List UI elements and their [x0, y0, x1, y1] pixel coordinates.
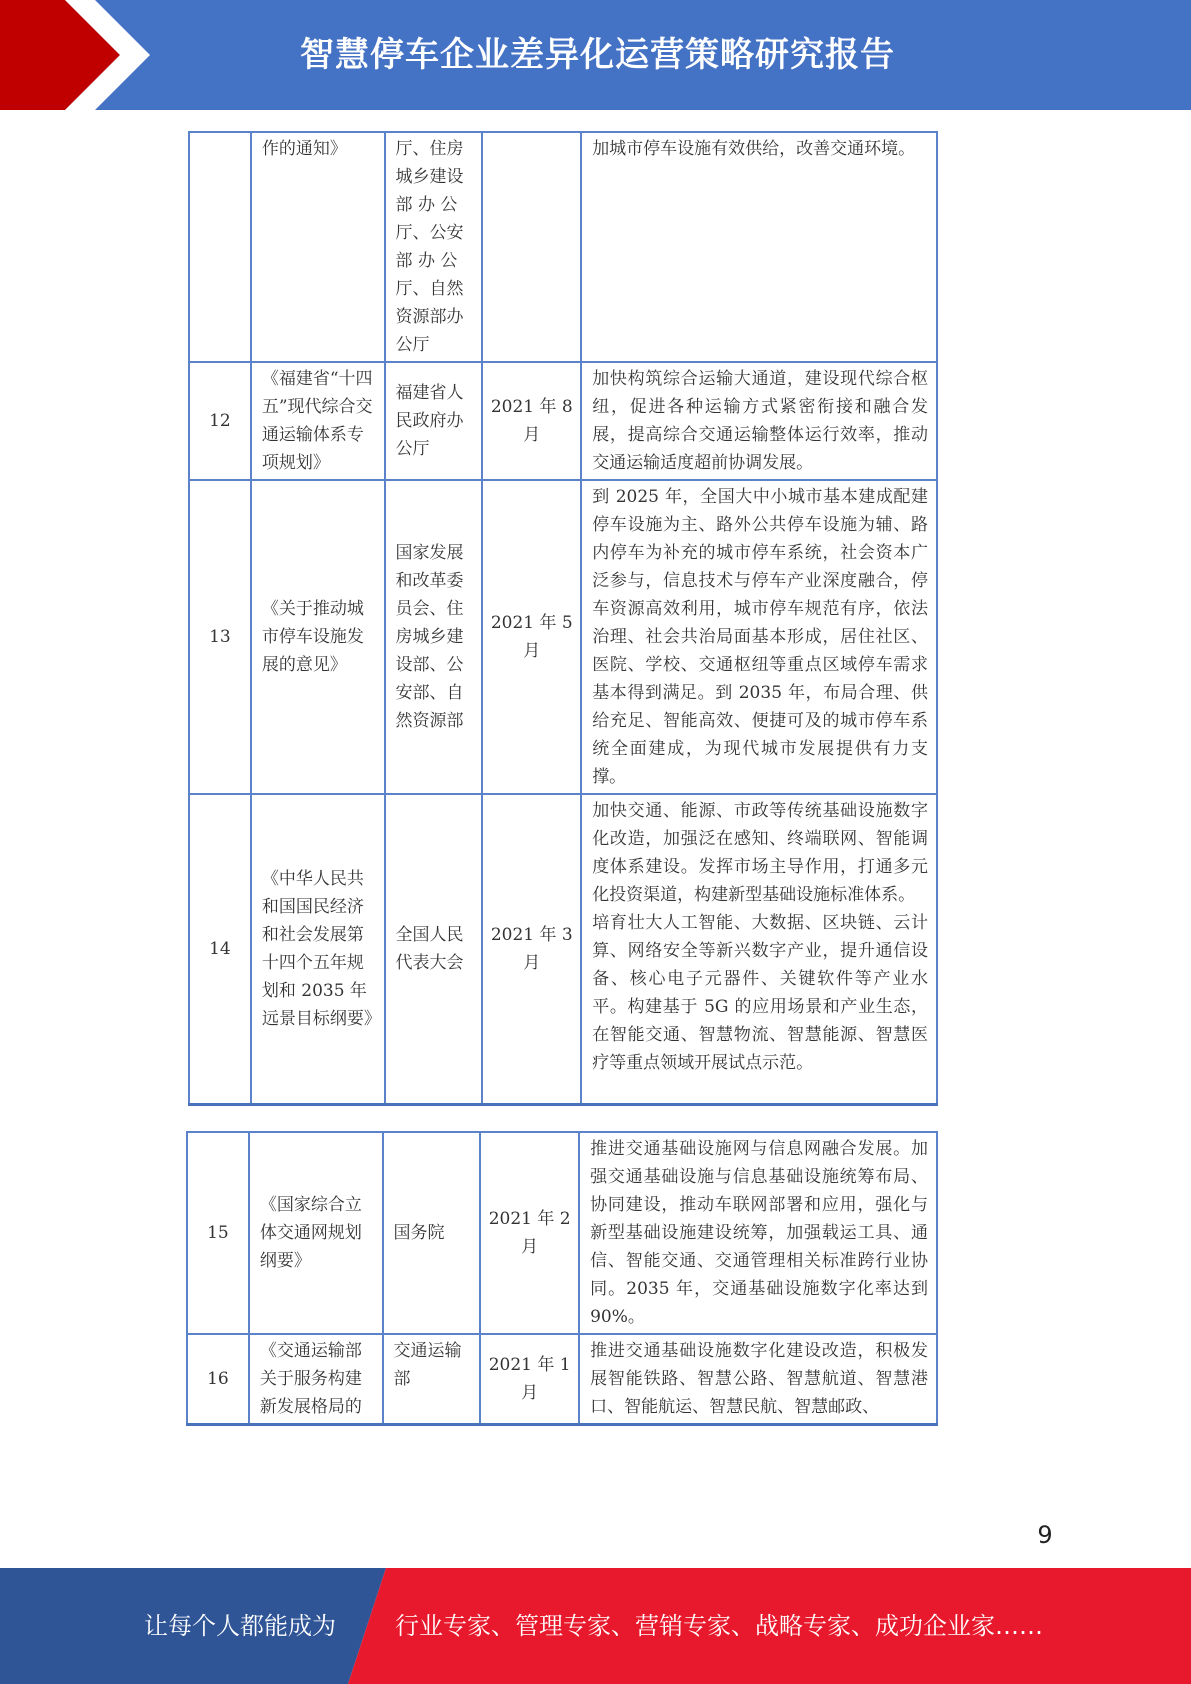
policy-table-part-2	[186, 1131, 938, 1426]
issuer-cell	[385, 480, 483, 794]
policy-name-cell	[251, 362, 385, 480]
issuer-cell	[383, 1132, 481, 1334]
content-cell	[581, 132, 937, 362]
issuer-cell	[385, 794, 483, 1104]
date-cell	[482, 362, 581, 480]
policy-name-cell	[251, 480, 385, 794]
row-number-cell	[189, 362, 251, 480]
date-cell	[482, 132, 581, 362]
page-footer	[0, 1568, 1191, 1684]
footer-slogan-right: 行业专家、管理专家、营销专家、战略专家、成功企业家……	[395, 1612, 1043, 1640]
row-number-cell	[189, 794, 251, 1104]
row-number-text: 12	[209, 411, 231, 431]
policy-name-cell	[251, 794, 385, 1104]
row-number-text: 16	[207, 1369, 229, 1389]
issuer-text: 交通运输部	[393, 1341, 462, 1389]
date-text: 2021 年 3 月	[490, 924, 579, 973]
content-cell	[581, 794, 937, 1104]
content-cell	[579, 1132, 937, 1334]
content-text: 推进交通基础设施网与信息网融合发展。加强交通基础设施与信息基础设施统筹布局、协同建设，推动车联网部署和应用，强化与新型基础设施建设统筹，加强载运工具、通信、智能交通、交通管理相关标准跨行业协同。2035 年，交通基础设施数字化率达到 90%。	[590, 1139, 934, 1327]
issuer-text: 福建省人民政府办公厅	[395, 383, 464, 459]
policy-name-text: 《关于推动城市停车设施发展的意见》	[261, 599, 364, 675]
content-cell	[581, 362, 937, 480]
date-cell	[482, 794, 581, 1104]
content-text: 到 2025 年，全国大中小城市基本建成配建停车设施为主、路外公共停车设施为辅、路内停车为补充的城市停车系统，社会资本广泛参与，信息技术与停车产业深度融合，停车资源高效利用，城市停车规范有序，依法治理、社会共治局面基本形成，居住社区、医院、学校、交通枢纽等重点区域停车需求基本得到满足。到 2035 年，布局合理、供给充足、智能高效、便捷可及的城市停车系统全面建成，为现代城市发展提供有力支撑。	[592, 487, 928, 787]
policy-name-text: 《国家综合立体交通网规划纲要》	[259, 1195, 362, 1271]
policy-name-text: 《交通运输部关于服务构建新发展格局的	[259, 1341, 362, 1417]
content-text: 推进交通基础设施数字化建设改造，积极发展智能铁路、智慧公路、智慧航道、智慧港口、智能航运、智慧民航、智慧邮政、	[590, 1341, 928, 1417]
date-cell	[480, 1334, 579, 1425]
report-title: 智慧停车企业差异化运营策略研究报告	[300, 35, 895, 75]
footer-slogan-left: 让每个人都能成为	[144, 1612, 336, 1640]
page-number: 9	[1037, 1521, 1053, 1549]
policy-name-text: 《福建省“十四五”现代综合交通运输体系专项规划》	[261, 369, 373, 473]
issuer-text: 国务院	[393, 1223, 445, 1243]
date-text: 2021 年 5 月	[490, 613, 579, 661]
content-text: 加快交通、能源、市政等传统基础设施数字化改造，加强泛在感知、终端联网、智能调度体系建设。发挥市场主导作用，打通多元化投资渠道，构建新型基础设施标准体系。 培育壮大人工智能、大数据、区块链、云计算、网络安全等新兴数字产业，提升通信设备、核心电子元器件、关键软件等产业水平。构建基于 5G 的应用场景和产业生态，在智能交通、智慧物流、智慧能源、智慧医疗等重点领域开展试点示范。	[592, 801, 928, 1073]
row-number-text: 15	[207, 1223, 229, 1243]
row-number-cell	[187, 1132, 249, 1334]
policy-name-cell	[251, 132, 385, 362]
date-text: 2021 年 2 月	[488, 1209, 577, 1257]
row-number-text: 14	[209, 938, 231, 959]
date-cell	[480, 1132, 579, 1334]
content-text: 加城市停车设施有效供给，改善交通环境。	[592, 139, 916, 159]
policy-name-cell	[249, 1132, 383, 1334]
table-row	[189, 132, 937, 362]
page-header	[0, 0, 1191, 110]
row-number-cell	[187, 1334, 249, 1425]
content-text: 加快构筑综合运输大通道，建设现代综合枢纽，促进各种运输方式紧密衔接和融合发展，提高综合交通运输整体运行效率，推动交通运输适度超前协调发展。	[592, 369, 928, 473]
row-number-cell	[189, 480, 251, 794]
date-text: 2021 年 1 月	[488, 1355, 577, 1403]
date-cell	[482, 480, 581, 794]
policy-name-text: 《中华人民共和国国民经济和社会发展第十四个五年规划和 2035 年远景目标纲要》	[261, 868, 381, 1029]
issuer-cell	[383, 1334, 481, 1425]
issuer-text: 厅、住房 城乡建设 部 办 公 厅、公安 部 办 公 厅、自然 资源部办 公厅	[395, 139, 464, 355]
table-row	[189, 794, 937, 1104]
content-cell	[579, 1334, 937, 1425]
issuer-cell	[385, 362, 483, 480]
issuer-cell	[385, 132, 483, 362]
row-number-cell	[189, 132, 251, 362]
table-row	[187, 1132, 937, 1334]
header-arrow-decoration	[0, 0, 150, 110]
policy-table-part-1	[188, 131, 938, 1106]
date-text: 2021 年 8 月	[490, 397, 579, 445]
row-number-text: 13	[209, 627, 231, 647]
issuer-text: 全国人民代表大会	[395, 924, 464, 973]
content-cell	[581, 480, 937, 794]
table-row	[187, 1334, 937, 1425]
table-row	[189, 362, 937, 480]
policy-name-text: 作的通知》	[261, 139, 347, 159]
policy-name-cell	[249, 1334, 383, 1425]
table-row	[189, 480, 937, 794]
issuer-text: 国家发展和改革委员会、住房城乡建设部、公安部、自然资源部	[395, 543, 464, 731]
